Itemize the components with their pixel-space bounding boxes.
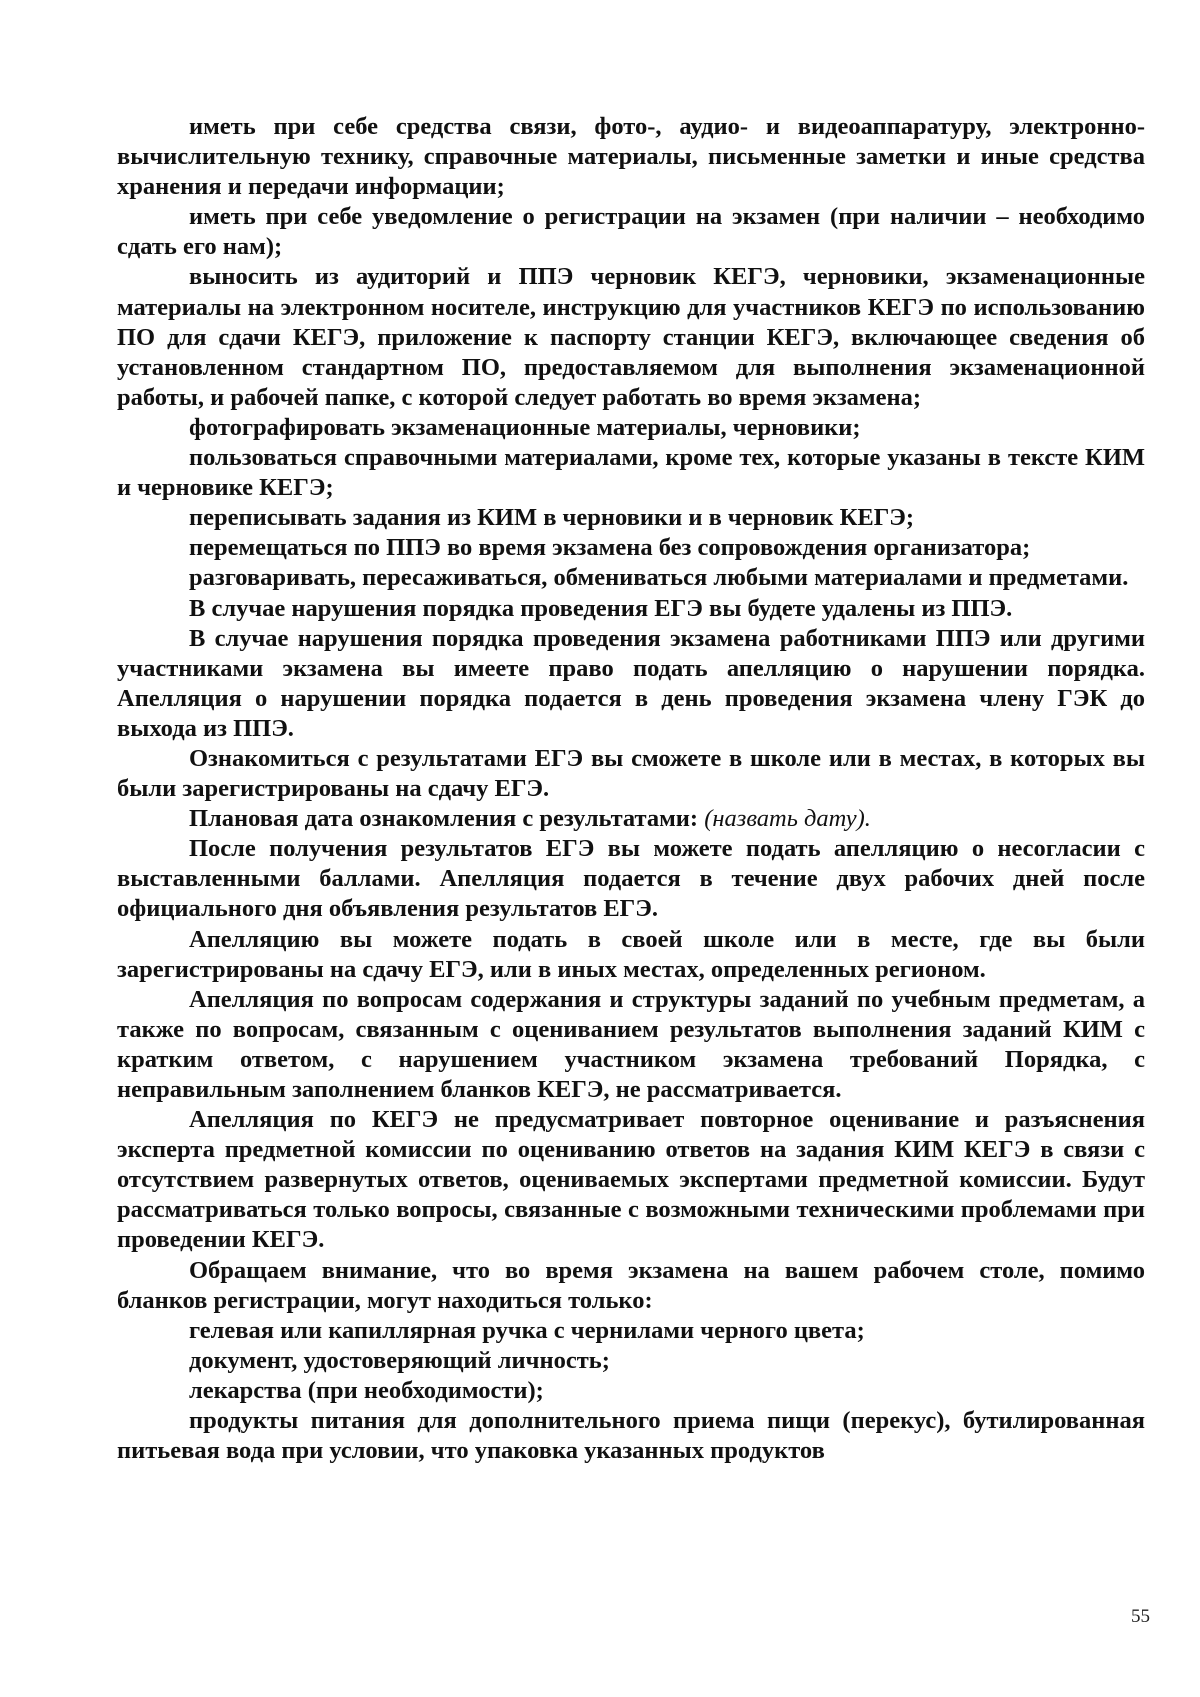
paragraph: выносить из аудиторий и ППЭ черновик КЕГЭ, черновики, экзаменационные материалы на электронном носителе, инструкцию для участников КЕГЭ по использованию ПО для сдачи КЕГЭ, приложение к паспорту станции КЕГЭ, включающее сведения об установленном стандартном ПО, предоставляемом для выполнения экзаменационной работы, и рабочей папке, с которой следует работать во время экзамена; <box>117 263 1145 411</box>
paragraph: В случае нарушения порядка проведения экзамена работниками ППЭ или другими участниками экзамена вы имеете право подать апелляцию о нарушении порядка. Апелляция о нарушении порядка подается в день проведения экзамена члену ГЭК до выхода из ППЭ. <box>117 624 1145 742</box>
paragraph: гелевая или капиллярная ручка с чернилами черного цвета; <box>189 1316 865 1344</box>
paragraph: В случае нарушения порядка проведения ЕГЭ вы будете удалены из ППЭ. <box>189 594 1013 622</box>
date-placeholder-note: (назвать дату). <box>704 805 871 833</box>
paragraph: документ, удостоверяющий личность; <box>189 1346 610 1374</box>
paragraph: лекарства (при необходимости); <box>189 1376 544 1404</box>
paragraph: продукты питания для дополнительного приема пищи (перекус), бутилированная питьевая вода при условии, что упаковка указанных продуктов <box>117 1407 1145 1465</box>
paragraph: Ознакомиться с результатами ЕГЭ вы сможете в школе или в местах, в которых вы были зарегистрированы на сдачу ЕГЭ. <box>117 744 1145 803</box>
paragraph: После получения результатов ЕГЭ вы можете подать апелляцию о несогласии с выставленными баллами. Апелляция подается в течение двух рабочих дней после официального дня объявления результатов ЕГЭ. <box>117 835 1145 923</box>
paragraph: разговаривать, пересаживаться, обмениваться любыми материалами и предметами. <box>189 564 1129 592</box>
document-body <box>117 112 1145 1466</box>
page-number: 55 <box>1131 1606 1150 1627</box>
paragraph: Апелляция по вопросам содержания и структуры заданий по учебным предметам, а также по вопросам, связанным с оцениванием результатов выполнения заданий КИМ с кратким ответом, с нарушением участником экзамена требований Порядка, с неправильным заполнением бланков КЕГЭ, не рассматривается. <box>117 985 1145 1103</box>
paragraph: Апелляция по КЕГЭ не предусматривает повторное оценивание и разъяснения эксперта предметной комиссии по оцениванию ответов на задания КИМ КЕГЭ в связи с отсутствием развернутых ответов, оцениваемых экспертами предметной комиссии. Будут рассматриваться только вопросы, связанные с возможными техническими проблемами при проведении КЕГЭ. <box>117 1106 1145 1254</box>
paragraph: перемещаться по ППЭ во время экзамена без сопровождения организатора; <box>189 534 1031 562</box>
paragraph: Апелляцию вы можете подать в своей школе или в месте, где вы были зарегистрированы на сдачу ЕГЭ, или в иных местах, определенных регионом. <box>117 925 1145 983</box>
paragraph: иметь при себе уведомление о регистрации на экзамен (при наличии – необходимо сдать его нам); <box>117 203 1145 261</box>
date-paragraph <box>117 804 1145 834</box>
paragraph: иметь при себе средства связи, фото-, аудио- и видеоаппаратуру, электронно-вычислительную технику, справочные материалы, письменные заметки и иные средства хранения и передачи информации; <box>117 113 1145 201</box>
paragraph: фотографировать экзаменационные материалы, черновики; <box>189 413 861 441</box>
paragraph: Обращаем внимание, что во время экзамена на вашем рабочем столе, помимо бланков регистрации, могут находиться только: <box>117 1256 1145 1314</box>
date-label: Плановая дата ознакомления с результатами: <box>189 805 705 833</box>
paragraph: пользоваться справочными материалами, кроме тех, которые указаны в тексте КИМ и черновике КЕГЭ; <box>117 444 1145 502</box>
paragraph: переписывать задания из КИМ в черновики и в черновик КЕГЭ; <box>189 504 915 532</box>
